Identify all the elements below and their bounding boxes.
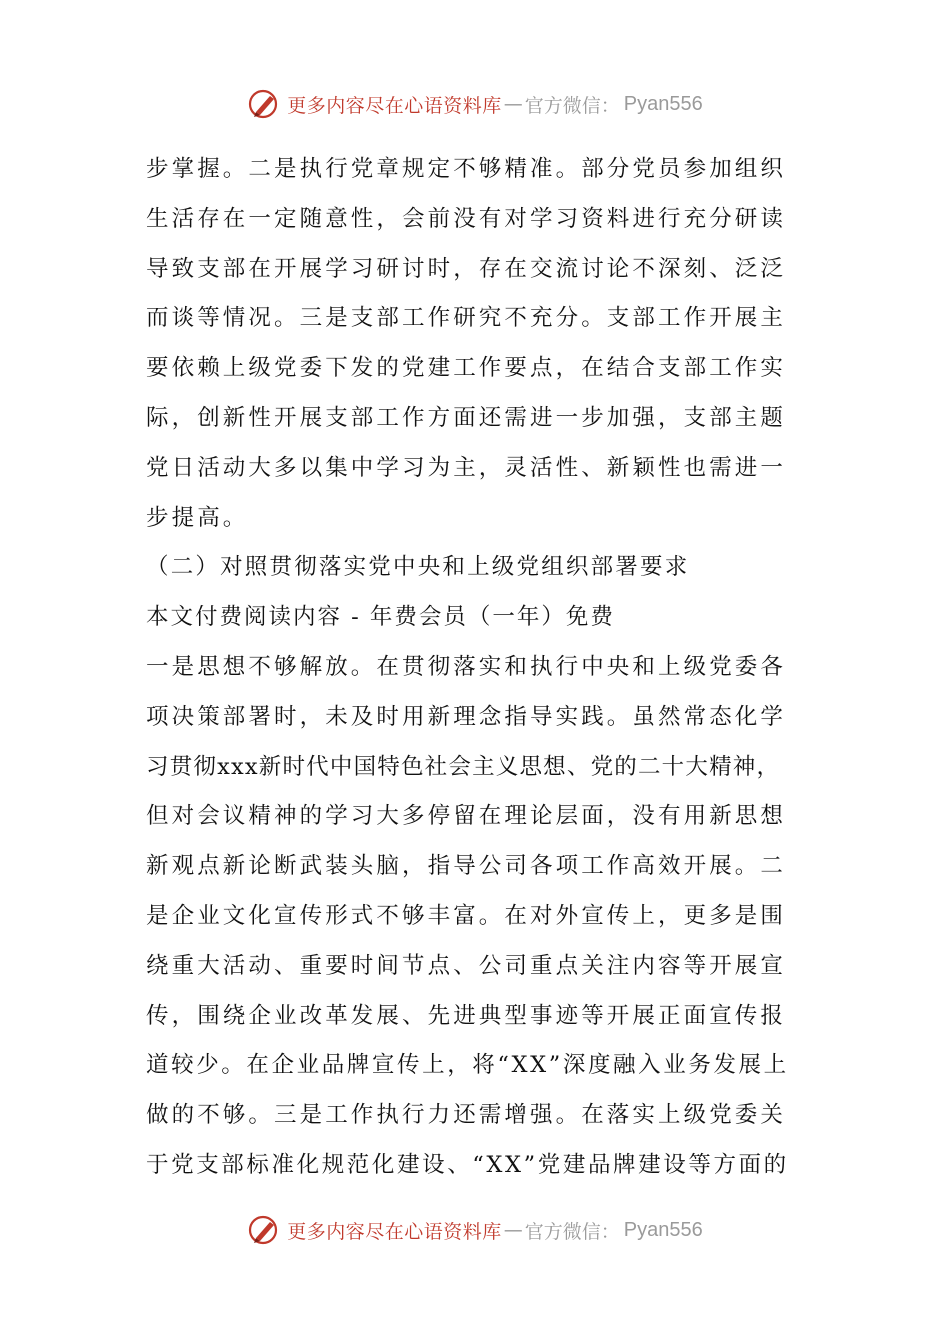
body-line: 道较少。在企业品牌宣传上，将“XX”深度融入业务发展上 [146,1052,789,1079]
body-line: 而谈等情况。三是支部工作研究不充分。支部工作开展主 [146,305,787,332]
body-line: 生活存在一定随意性，会前没有对学习资料进行充分研读 [146,205,787,232]
body-line: 一是思想不够解放。在贯彻落实和执行中央和上级党委各 [146,653,787,680]
brand-text: 更多内容尽在心语资料库 [287,94,502,117]
body-line: 项决策部署时，未及时用新理念指导实践。虽然常态化学 [146,703,787,730]
body-line: 做的不够。三是工作执行力还需增强。在落实上级党委关 [146,1102,787,1129]
body-line: 步掌握。二是执行党章规定不够精准。部分党员参加组织 [146,156,787,182]
wechat-label: 官方微信： [524,1220,620,1243]
body-line: 绕重大活动、重要时间节点、公司重点关注内容等开展宣 [146,952,787,979]
body-line: 是企业文化宣传形式不够丰富。在对外宣传上，更多是围 [146,902,787,929]
wechat-label: 官方微信： [524,94,620,117]
body-line: 习贯彻xxx新时代中国特色社会主义思想、党的二十大精神， [146,753,781,780]
wechat-id: Pyan556 [623,92,703,115]
footer-watermark [0,1208,950,1252]
pen-logo-icon [247,1213,281,1247]
body-line: 党日活动大多以集中学习为主，灵活性、新颖性也需进一 [146,454,787,481]
body-line: 际，创新性开展支部工作方面还需进一步加强，支部主题 [146,404,787,431]
body-line: 但对会议精神的学习大多停留在理论层面，没有用新思想 [146,803,787,830]
paywall-notice: 本文付费阅读内容 - 年费会员（一年）免费 [146,604,615,631]
document-body [146,145,826,1191]
section-heading: （二）对照贯彻落实党中央和上级党组织部署要求 [146,554,690,581]
body-line: 传，围绕企业改革发展、先进典型事迹等开展正面宣传报 [146,1002,787,1029]
separator-dash: — [503,93,523,115]
body-line: 要依赖上级党委下发的党建工作要点，在结合支部工作实 [146,355,787,382]
body-line: 步提高。 [146,504,249,531]
separator-dash: — [503,1219,523,1241]
pen-logo-icon [247,87,281,121]
body-line: 于党支部标准化规范化建设、“XX”党建品牌建设等方面的 [146,1151,789,1178]
wechat-id: Pyan556 [623,1218,703,1241]
body-line: 新观点新论断武装头脑，指导公司各项工作高效开展。二 [146,853,787,880]
body-line: 导致支部在开展学习研讨时，存在交流讨论不深刻、泛泛 [146,255,787,282]
brand-text: 更多内容尽在心语资料库 [287,1220,502,1243]
header-watermark [0,82,950,126]
